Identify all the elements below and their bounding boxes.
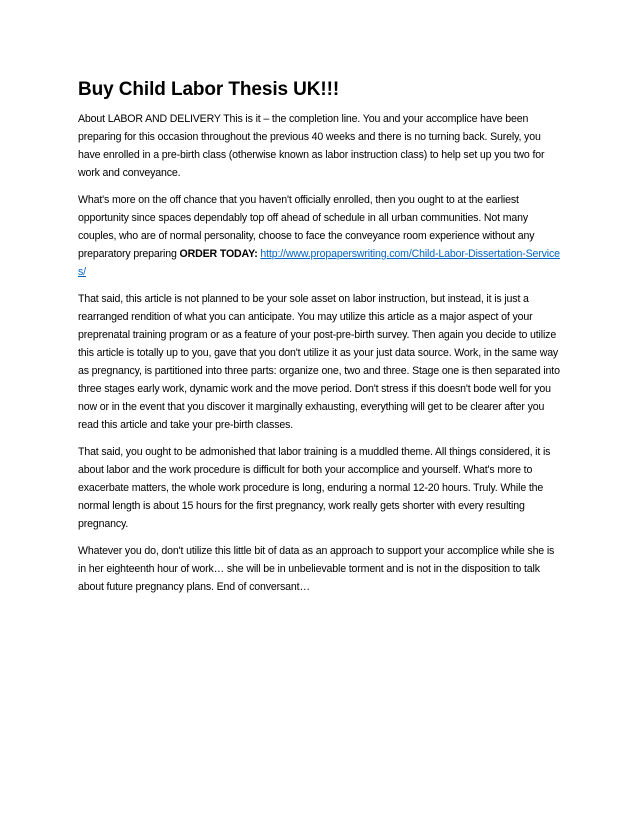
order-today-label: ORDER TODAY:	[179, 248, 258, 260]
paragraph-intro	[78, 110, 564, 182]
order-link[interactable]: http://www.propaperswriting.com/Child-Labor-Dissertation-Services/	[78, 248, 560, 278]
paragraph-closing-text: Whatever you do, don't utilize this little bit of data as an approach to support your accomplice while she is in her eighteenth hour of work… she will be in unbelievable torment and is not in the disposition to talk about future pregnancy plans. End of conversant…	[78, 545, 555, 593]
paragraph-intro-text: About LABOR AND DELIVERY This is it – the completion line. You and your accomplice have been preparing for this occasion throughout the previous 40 weeks and there is no turning back. Surely, you have enrolled in a pre-birth class (otherwise known as labor instruction class) to help set up you two for work and conveyance.	[78, 113, 545, 179]
paragraph-enrollment-text: What's more on the off chance that you haven't officially enrolled, then you ought to at the earliest opportunity since spaces dependably top off ahead of schedule in all urban communities. Not many couples, who are of normal personality, choose to face the conveyance room experience without any preparatory preparing	[78, 194, 535, 260]
page-title: Buy Child Labor Thesis UK!!!	[78, 79, 340, 100]
paragraph-article-scope-text: That said, this article is not planned to be your sole asset on labor instruction, but instead, it is just a rearranged rendition of what you can anticipate. You may utilize this article as a major aspect of your preprenatal training program or as a feature of your post-pre-birth survey. Then again you decide to utilize this article is totally up to you, gave that you don't utilize it as your just data source. Work, in the same way as pregnancy, is partitioned into three parts: organize one, two and three. Stage one is then separated into three stages early work, dynamic work and the move period. Don't stress if this doesn't bode well for you now or in the event that you discover it marginally exhausting, everything will get to be clearer after you read this article and take your pre-birth classes.	[78, 293, 560, 431]
paragraph-labor-training-text: That said, you ought to be admonished that labor training is a muddled theme. All things considered, it is about labor and the work procedure is difficult for both your accomplice and yourself. What's more to exacerbate matters, the whole work procedure is long, enduring a normal 12-20 hours. Truly. While the normal length is about 15 hours for the first pregnancy, work really gets shorter with every resulting pregnancy.	[78, 446, 551, 530]
paragraph-closing	[78, 542, 564, 596]
paragraph-article-scope	[78, 290, 564, 434]
document-page	[78, 78, 564, 605]
paragraph-labor-training	[78, 443, 564, 533]
paragraph-enrollment	[78, 191, 564, 281]
